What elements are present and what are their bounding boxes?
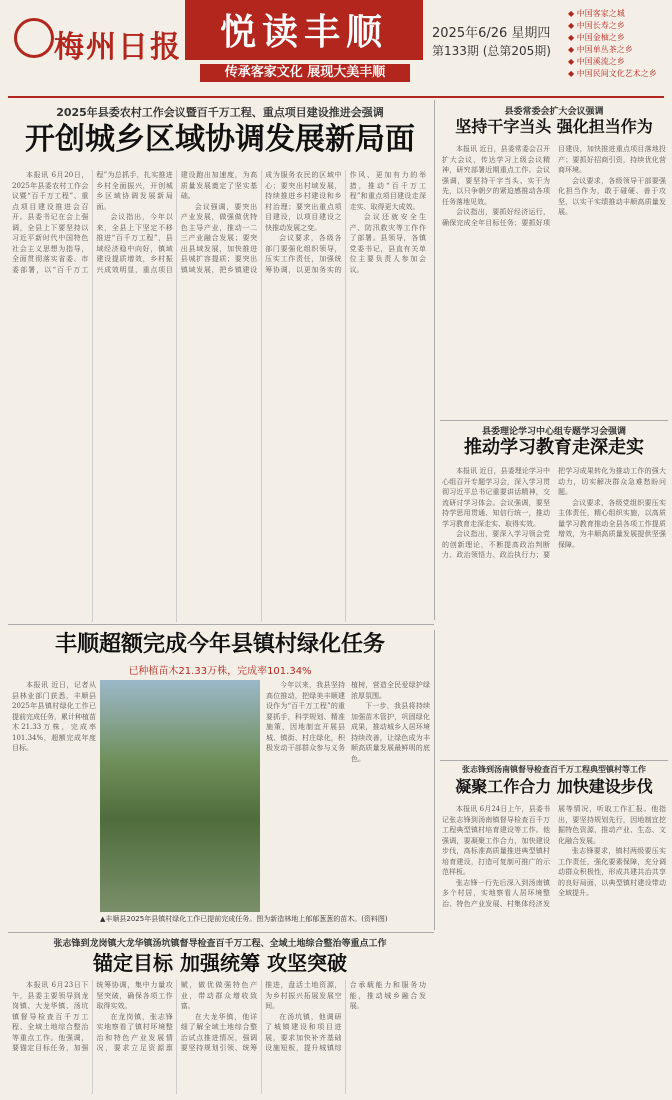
a6-paragraph: 张志锋要求，镇村两级要压实工作责任，强化要素保障，充分调动群众积极性，形成共建共治共享的良好局面，以典型镇村建设带动全域提升。 <box>558 847 666 897</box>
section-divider <box>8 932 434 933</box>
a6-paragraph: 本报讯 6月24日上午，县委书记张志锋到汤南镇督导检查百千万工程典型镇村培育建设等工作。他强调，要凝聚工作合力，加快建设步伐，高标准高质量推进典型镇村培育建设，打造可复制可推广的示范样板。 <box>442 805 550 876</box>
a4-body-right <box>266 680 430 912</box>
column-divider <box>434 100 435 620</box>
a3-kicker: 县委理论学习中心组专题学习会强调 <box>481 427 626 437</box>
a2-paragraph: 会议指出，要抓好经济运行，确保完成全年目标任务；要抓好项目建设，加快推进重点项目落地投产；要抓好招商引资，持续优化营商环境。 <box>442 145 666 227</box>
masthead <box>0 0 672 96</box>
a4-paragraph: 今年以来，我县坚持高位推动，把绿美丰顺建设作为“百千万工程”的重要抓手，科学规划、精准施策，因地制宜开展县城、镇街、村庄绿化，积极发动干部群众参与义务植树，营造全民爱绿护绿浓厚氛围。 <box>266 681 430 752</box>
a1-kicker: 2025年县委农村工作会议暨百千万工程、重点项目建设推进会强调 <box>56 106 384 119</box>
a2-body <box>442 144 666 416</box>
a5-body <box>12 980 426 1094</box>
a1-paragraph: 会议还就安全生产、防汛救灾等工作作了部署。县领导，各镇党委书记，县直有关单位主要负责人参加会议。 <box>349 213 426 274</box>
a1-paragraph: 会议强调，要突出产业发展，做强做优特色主导产业，推动一二三产业融合发展；要突出县域发展，加快推进县城扩容提质；要突出镇域发展，把乡镇建设成为服务农民的区域中心；要突出村域发展，持续推进乡村建设和乡村治理；要突出重点项目建设，以项目建设之快推动发展之变。 <box>180 171 342 274</box>
a3-paragraph: 会议要求，各级党组织要压实主体责任，精心组织实施，以高质量学习教育推动全县各项工作提质增效，为丰顺高质量发展提供坚强保障。 <box>558 498 666 549</box>
a4-paragraph: 本报讯 近日，记者从县林业部门获悉，丰顺县2025年县镇村绿化工作已提前完成任务，累计种植苗木21.33万株，完成率101.34%，超额完成年度目标。 <box>12 681 96 752</box>
a3-body <box>442 466 666 754</box>
a1-paragraph: 会议要求，各级各部门要强化组织领导，压实工作责任，加强统筹协调，以更加务实的作风、更加有力的举措，推动“百千万工程”和重点项目建设走深走实、取得更大成效。 <box>265 171 426 274</box>
section-divider <box>440 420 668 421</box>
side-slogan: ◆ 中国民间文化艺术之乡 <box>568 68 668 80</box>
a6-body <box>442 804 666 1094</box>
a5-headline: 锚定目标 加强统筹 攻坚突破 <box>93 951 347 975</box>
paper-name: 梅州日报 <box>54 30 182 65</box>
a4-subline: 已种植苗木21.33万株，完成率101.34% <box>128 666 312 677</box>
a5-paragraph: 本报讯 6月23日下午，县委主要领导到龙岗镇、大龙华镇、汤坑镇督导检查百千万工程、全域土地综合整治等重点工作。他强调，要锚定目标任务，加强统筹协调，集中力量攻坚突破，确保各项工作取得实效。 <box>12 981 173 1052</box>
masthead-rule <box>8 96 664 98</box>
photo-caption: ▲丰顺县2025年县镇村绿化工作已提前完成任务。图为新造林地上郁郁葱葱的苗木。(资料图) <box>100 915 388 923</box>
a2-kicker: 县委常委会扩大会议强调 <box>504 107 604 117</box>
a5-paragraph: 在大龙华镇，他详细了解全域土地综合整治试点推进情况，强调要坚持规划引领、统筹推进，盘活土地资源，为乡村振兴拓展发展空间。 <box>180 981 342 1052</box>
a2-headline: 坚持干字当头 强化担当作为 <box>455 117 653 136</box>
side-slogan: ◆ 中国溪流之乡 <box>568 56 668 68</box>
side-slogans <box>568 8 668 80</box>
a2-paragraph: 本报讯 近日，县委常委会召开扩大会议，传达学习上级会议精神，研究部署近期重点工作。会议强调，要坚持干字当头、实干为先，以只争朝夕的紧迫感推动各项任务落地见效。 <box>442 145 550 206</box>
a4-headline: 丰顺超额完成今年县镇村绿化任务 <box>54 632 385 657</box>
side-slogan: ◆ 中国长寿之乡 <box>568 20 668 32</box>
section-divider <box>8 624 434 625</box>
a1-paragraph: 本报讯 6月20日，2025年县委农村工作会议暨“百千万工程”、重点项目建设推进会召开。县委书记在会上强调，全县上下要坚持以习近平新时代中国特色社会主义思想为指导，全面贯彻落实省委、市委部署，以“百千万工程”为总抓手，扎实推进乡村全面振兴，开创城乡区域协调发展新局面。 <box>12 171 173 274</box>
a3-headline: 推动学习教育走深走实 <box>464 437 644 458</box>
a1-headline: 开创城乡区域协调发展新局面 <box>25 122 415 157</box>
a6-kicker: 张志锋到汤南镇督导检查百千万工程典型镇村等工作 <box>462 765 646 774</box>
a1-paragraph: 会议指出，今年以来，全县上下坚定不移推进“百千万工程”，县域经济稳中向好，镇域建设提质增效，乡村振兴成效明显，重点项目建设跑出加速度，为高质量发展奠定了坚实基础。 <box>96 171 258 274</box>
side-slogan: ◆ 中国单丛茶之乡 <box>568 44 668 56</box>
side-slogan: ◆ 中国客家之城 <box>568 8 668 20</box>
issue-number: 第133期 (总第205期) <box>432 44 551 58</box>
greening-photo <box>100 680 260 912</box>
a5-kicker: 张志锋到龙岗镇大龙华镇汤坑镇督导检查百千万工程、全域土地综合整治等重点工作 <box>53 939 387 949</box>
section-title: 悦读丰顺 <box>219 12 388 53</box>
a5-paragraph: 在龙岗镇，张志锋实地察看了镇村环境整治和特色产业发展情况，要求立足资源禀赋，做优做强特色产业，带动群众增收致富。 <box>96 981 258 1052</box>
column-divider <box>434 630 435 930</box>
a3-paragraph: 本报讯 近日，县委理论学习中心组召开专题学习会，深入学习贯彻习近平总书记重要讲话精神，交流研讨学习体会。会议强调，要坚持学思用贯通、知信行统一，推动学习教育走深走实、取得实效。 <box>442 467 550 528</box>
a2-paragraph: 会议要求，各级领导干部要强化担当作为，敢于碰硬、善于攻坚，以实干实绩推动丰顺高质量发展。 <box>558 176 666 216</box>
a3-paragraph: 会议指出，要深入学习领会党的创新理论，不断提高政治判断力、政治领悟力、政治执行力；要把学习成果转化为推动工作的强大动力，切实解决群众急难愁盼问题。 <box>442 467 666 559</box>
section-divider <box>440 760 668 761</box>
a4-body-left <box>12 680 96 912</box>
section-slogan: 传承客家文化 展现大美丰顺 <box>200 64 410 82</box>
a6-headline: 凝聚工作合力 加快建设步伐 <box>455 777 653 796</box>
section-banner <box>185 0 423 60</box>
issue-date: 2025年6/26 星期四 <box>432 26 551 41</box>
a6-paragraph: 张志锋一行先后深入到汤南镇多个村居，实地察看人居环境整治、特色产业发展、村集体经济发展等情况，听取工作汇报。他指出，要坚持规划先行，因地制宜挖掘特色资源，推动产业、生态、文化融合发展。 <box>442 805 666 908</box>
side-slogan: ◆ 中国金柚之乡 <box>568 32 668 44</box>
paper-logo-icon <box>14 18 54 58</box>
a1-body <box>12 170 426 622</box>
a5-paragraph: 在汤坑镇，他调研了城镇建设和项目进展，要求加快补齐基础设施短板，提升城镇综合承载能力和服务功能，推动城乡融合发展。 <box>265 981 426 1052</box>
a4-paragraph: 下一步，我县将持续加强苗木管护，巩固绿化成果，推动城乡人居环境持续改善，让绿色成为丰顺高质量发展最鲜明的底色。 <box>351 702 430 763</box>
